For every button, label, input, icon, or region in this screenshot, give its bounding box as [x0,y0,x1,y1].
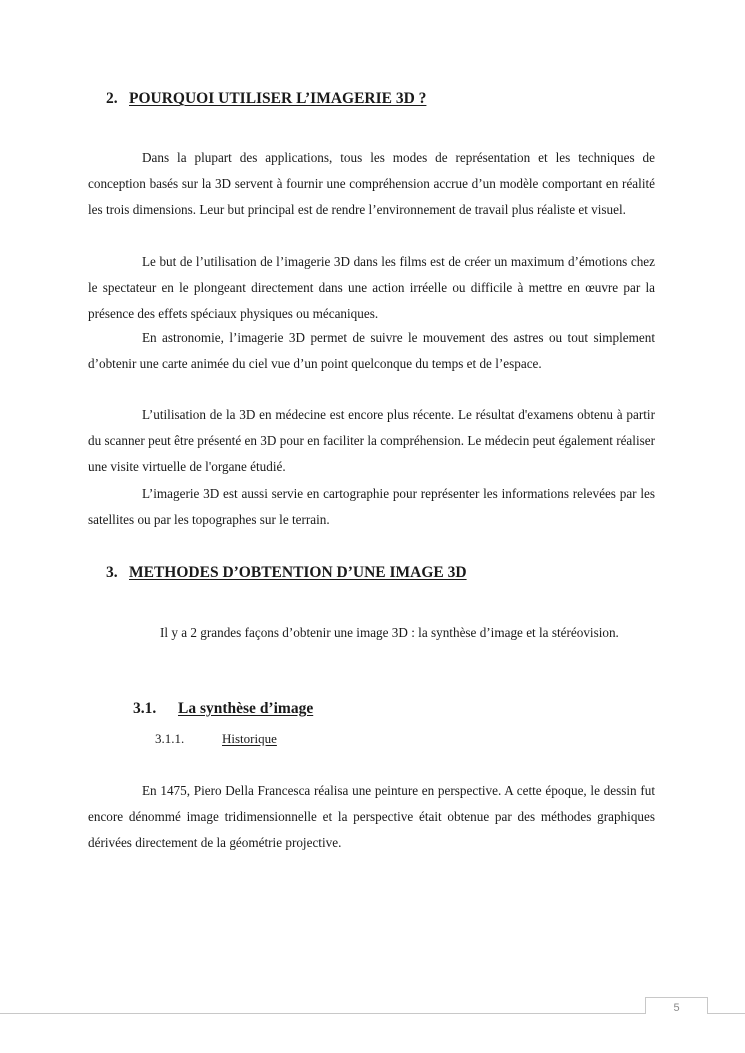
section-3-title: METHODES D’OBTENTION D’UNE IMAGE 3D [129,564,467,581]
section-2-heading [106,90,426,108]
paragraph-text: Le but de l’utilisation de l’imagerie 3D dans les films est de créer un maximum d’émotions chez le spectateur en le plongeant directement dans une action irréelle ou difficile à mettre en œuvre par la présence des effets spéciaux physiques ou mécaniques. [88,254,655,321]
section-3-1-1-paragraph [88,778,655,856]
section-2-paragraph-3 [88,325,655,377]
paragraph-text: Il y a 2 grandes façons d’obtenir une image 3D : la synthèse d’image et la stéréovision. [160,625,619,640]
section-3-heading [106,564,467,582]
page-number: 5 [673,1002,680,1014]
section-2-paragraph-1 [88,145,655,223]
paragraph-text: Dans la plupart des applications, tous les modes de représentation et les techniques de conception basés sur la 3D servent à fournir une compréhension accrue d’un modèle comportant en réalité les trois dimensions. Leur but principal est de rendre l’environnement de travail plus réaliste et visuel. [88,150,655,217]
section-3-1-1-number: 3.1.1. [155,731,185,746]
section-2-paragraph-2 [88,249,655,327]
section-3-1-1-heading [155,731,277,747]
section-2-number: 2. [106,90,118,107]
footer-divider [0,1013,745,1014]
section-3-1-heading [133,700,313,718]
section-2-paragraph-4 [88,402,655,480]
paragraph-text: L’imagerie 3D est aussi servie en cartographie pour représenter les informations relevées par les satellites ou par les topographes sur le terrain. [88,486,655,527]
page-number-box [645,997,708,1014]
section-3-number: 3. [106,564,118,581]
paragraph-text: En 1475, Piero Della Francesca réalisa une peinture en perspective. A cette époque, le dessin fut encore dénommé image tridimensionnelle et la perspective était obtenue par des méthodes graphiques dérivées directement de la géométrie projective. [88,783,655,850]
section-3-intro [133,620,655,646]
section-3-1-number: 3.1. [133,700,157,717]
paragraph-text: En astronomie, l’imagerie 3D permet de suivre le mouvement des astres ou tout simplement d’obtenir une carte animée du ciel vue d’un point quelconque du temps et de l’espace. [88,330,655,371]
paragraph-text: L’utilisation de la 3D en médecine est encore plus récente. Le résultat d'examens obtenu à partir du scanner peut être présenté en 3D pour en faciliter la compréhension. Le médecin peut également réaliser une visite virtuelle de l'organe étudié. [88,407,655,474]
section-2-title: POURQUOI UTILISER L’IMAGERIE 3D ? [129,90,427,107]
section-3-1-1-title: Historique [222,731,277,746]
section-3-1-title: La synthèse d’image [178,700,314,717]
section-2-paragraph-5 [88,481,655,533]
